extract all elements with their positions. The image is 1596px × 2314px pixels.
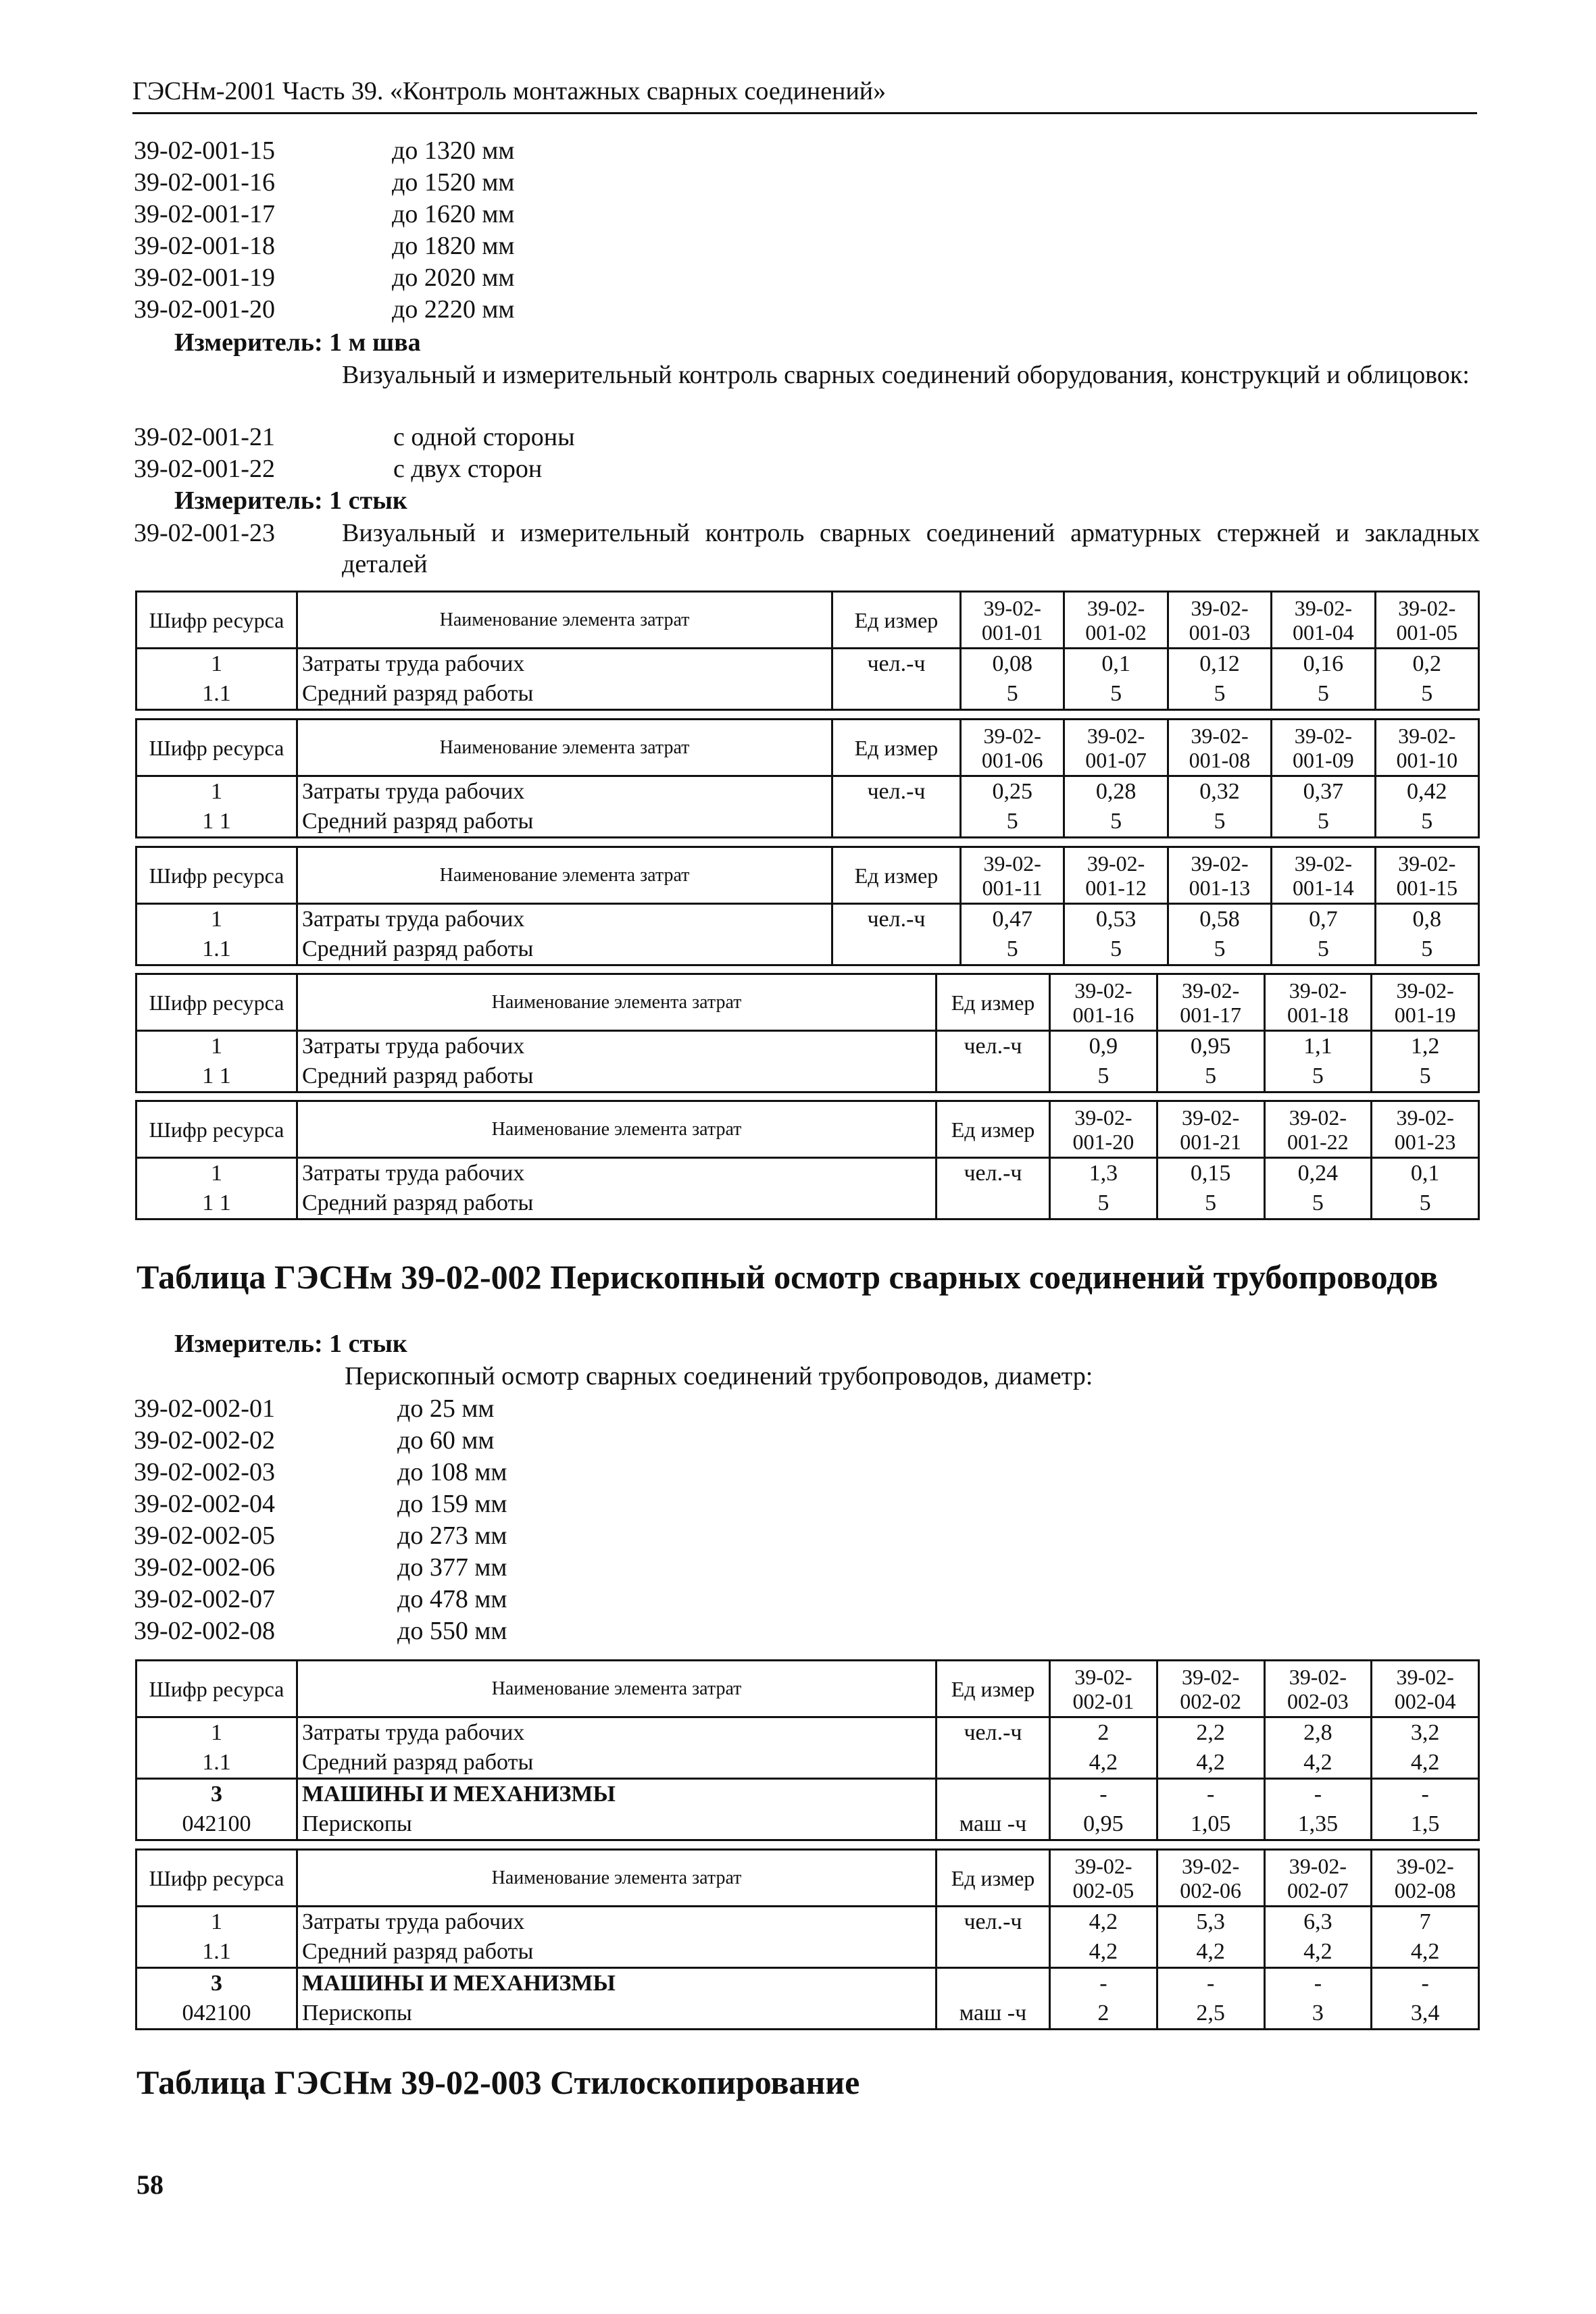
col-header-code: 39-02-001-19 — [1372, 974, 1479, 1031]
col-header-code: 39-02-001-10 — [1375, 720, 1478, 776]
table-row: 3 МАШИНЫ И МЕХАНИЗМЫ - - - - — [136, 1968, 1479, 1999]
col-header-unit: Ед измер — [937, 1850, 1050, 1907]
col-header-name: Наименование элемента затрат — [297, 592, 832, 649]
table-row: 1 Затраты труда рабочих чел.-ч 0,47 0,53 0,58 0,7 0,8 — [136, 904, 1479, 935]
col-header-resource: Шифр ресурса — [136, 592, 297, 649]
col-header-name: Наименование элемента затрат — [297, 1850, 937, 1907]
meter-label: Измеритель: 1 стык — [174, 486, 407, 515]
table-row: 1.1 Средний разряд работы 5 5 5 5 5 — [136, 679, 1479, 710]
page-number: 58 — [136, 2169, 164, 2200]
col-header-resource: Шифр ресурса — [136, 720, 297, 776]
col-header-resource: Шифр ресурса — [136, 847, 297, 904]
list-item: 39-02-002-08 до 550 мм — [134, 1617, 507, 1645]
col-header-code: 39-02-002-06 — [1157, 1850, 1264, 1907]
col-header-name: Наименование элемента затрат — [297, 1101, 937, 1158]
col-header-code: 39-02-002-05 — [1050, 1850, 1157, 1907]
list-item: 39-02-002-05 до 273 мм — [134, 1521, 507, 1550]
col-header-code: 39-02-001-02 — [1064, 592, 1168, 649]
col-header-resource: Шифр ресурса — [136, 974, 297, 1031]
col-header-code: 39-02-001-14 — [1272, 847, 1375, 904]
resource-table — [135, 846, 1480, 966]
col-header-name: Наименование элемента затрат — [297, 974, 937, 1031]
table-row: 1 1 Средний разряд работы 5 5 5 5 5 — [136, 807, 1479, 838]
resource-table — [135, 973, 1480, 1093]
list-item: 39-02-002-03 до 108 мм — [134, 1458, 507, 1486]
col-header-code: 39-02-002-04 — [1372, 1661, 1479, 1717]
resource-table — [135, 1659, 1480, 1841]
col-header-code: 39-02-002-03 — [1264, 1661, 1372, 1717]
col-header-resource: Шифр ресурса — [136, 1850, 297, 1907]
table-row: 042100 Перископы маш -ч 0,95 1,05 1,35 1,5 — [136, 1809, 1479, 1840]
col-header-code: 39-02-001-21 — [1157, 1101, 1264, 1158]
list-item: 39-02-002-02 до 60 мм — [134, 1426, 495, 1455]
description-paragraph: Визуальный и измерительный контроль сварных соединений оборудования, конструкций и облицовок: — [342, 361, 1470, 389]
col-header-unit: Ед измер — [937, 974, 1050, 1031]
col-header-unit: Ед измер — [832, 720, 961, 776]
col-header-code: 39-02-002-02 — [1157, 1661, 1264, 1717]
col-header-code: 39-02-002-01 — [1050, 1661, 1157, 1717]
list-item: 39-02-002-06 до 377 мм — [134, 1553, 507, 1582]
table-row: 1 Затраты труда рабочих чел.-ч 4,2 5,3 6,3 7 — [136, 1907, 1479, 1938]
table-row: 1 1 Средний разряд работы 5 5 5 5 — [136, 1188, 1479, 1219]
col-header-code: 39-02-001-12 — [1064, 847, 1168, 904]
table-row: 1 Затраты труда рабочих чел.-ч 1,3 0,15 0,24 0,1 — [136, 1158, 1479, 1189]
item-code: 39-02-001-23 — [134, 519, 275, 547]
list-item: 39-02-001-21 с одной стороны — [134, 423, 575, 451]
table-row: 1 Затраты труда рабочих чел.-ч 0,25 0,28 0,32 0,37 0,42 — [136, 776, 1479, 807]
list-item: 39-02-001-18 до 1820 мм — [134, 232, 515, 260]
col-header-code: 39-02-001-23 — [1372, 1101, 1479, 1158]
table-row: 042100 Перископы маш -ч 2 2,5 3 3,4 — [136, 1998, 1479, 2030]
col-header-code: 39-02-002-07 — [1264, 1850, 1372, 1907]
meter-label: Измеритель: 1 м шва — [174, 328, 421, 357]
item-description: Визуальный и измерительный контроль сварных соединений арматурных стержней и закладных деталей — [342, 519, 1480, 578]
list-item: 39-02-002-01 до 25 мм — [134, 1394, 495, 1423]
page-header: ГЭСНм-2001 Часть 39. «Контроль монтажных сварных соединений» — [132, 76, 1477, 114]
table-row: 1 Затраты труда рабочих чел.-ч 2 2,2 2,8 3,2 — [136, 1717, 1479, 1749]
col-header-code: 39-02-001-09 — [1272, 720, 1375, 776]
list-item: 39-02-001-22 с двух сторон — [134, 455, 543, 483]
table-row: 1.1 Средний разряд работы 4,2 4,2 4,2 4,2 — [136, 1937, 1479, 1968]
col-header-name: Наименование элемента затрат — [297, 1661, 937, 1717]
table-row: 3 МАШИНЫ И МЕХАНИЗМЫ - - - - — [136, 1779, 1479, 1810]
col-header-code: 39-02-001-16 — [1050, 974, 1157, 1031]
list-item: 39-02-002-04 до 159 мм — [134, 1490, 507, 1518]
col-header-resource: Шифр ресурса — [136, 1101, 297, 1158]
col-header-code: 39-02-002-08 — [1372, 1850, 1479, 1907]
resource-table — [135, 1848, 1480, 2030]
col-header-code: 39-02-001-07 — [1064, 720, 1168, 776]
col-header-code: 39-02-001-18 — [1264, 974, 1372, 1031]
col-header-code: 39-02-001-04 — [1272, 592, 1375, 649]
col-header-unit: Ед измер — [937, 1101, 1050, 1158]
col-header-unit: Ед измер — [832, 592, 961, 649]
col-header-code: 39-02-001-13 — [1168, 847, 1271, 904]
col-header-code: 39-02-001-17 — [1157, 974, 1264, 1031]
col-header-code: 39-02-001-11 — [961, 847, 1064, 904]
table-row: 1.1 Средний разряд работы 5 5 5 5 5 — [136, 934, 1479, 965]
col-header-code: 39-02-001-15 — [1375, 847, 1478, 904]
col-header-code: 39-02-001-03 — [1168, 592, 1271, 649]
table-row: 1 1 Средний разряд работы 5 5 5 5 — [136, 1061, 1479, 1092]
col-header-code: 39-02-001-22 — [1264, 1101, 1372, 1158]
col-header-code: 39-02-001-05 — [1375, 592, 1478, 649]
resource-table — [135, 590, 1480, 711]
col-header-name: Наименование элемента затрат — [297, 720, 832, 776]
list-item: 39-02-001-20 до 2220 мм — [134, 295, 515, 324]
col-header-resource: Шифр ресурса — [136, 1661, 297, 1717]
resource-table — [135, 1100, 1480, 1220]
col-header-code: 39-02-001-08 — [1168, 720, 1271, 776]
col-header-code: 39-02-001-06 — [961, 720, 1064, 776]
col-header-code: 39-02-001-01 — [961, 592, 1064, 649]
meter-label: Измеритель: 1 стык — [174, 1330, 407, 1358]
col-header-name: Наименование элемента затрат — [297, 847, 832, 904]
list-item: 39-02-001-15 до 1320 мм — [134, 136, 515, 165]
col-header-code: 39-02-001-20 — [1050, 1101, 1157, 1158]
section-intro: Перископный осмотр сварных соединений трубопроводов, диаметр: — [345, 1362, 1093, 1390]
list-item: 39-02-001-17 до 1620 мм — [134, 200, 515, 228]
list-item: 39-02-002-07 до 478 мм — [134, 1585, 507, 1613]
table-row: 1.1 Средний разряд работы 4,2 4,2 4,2 4,2 — [136, 1748, 1479, 1779]
table-row: 1 Затраты труда рабочих чел.-ч 0,08 0,1 0,12 0,16 0,2 — [136, 649, 1479, 680]
section-title: Таблица ГЭСНм 39-02-002 Перископный осмотр сварных соединений трубопроводов — [136, 1258, 1439, 1296]
resource-table — [135, 718, 1480, 838]
table-row: 1 Затраты труда рабочих чел.-ч 0,9 0,95 1,1 1,2 — [136, 1031, 1479, 1062]
col-header-unit: Ед измер — [832, 847, 961, 904]
section-title: Таблица ГЭСНм 39-02-003 Стилоскопирование — [136, 2063, 860, 2101]
col-header-unit: Ед измер — [937, 1661, 1050, 1717]
list-item: 39-02-001-16 до 1520 мм — [134, 168, 515, 197]
list-item: 39-02-001-19 до 2020 мм — [134, 263, 515, 292]
